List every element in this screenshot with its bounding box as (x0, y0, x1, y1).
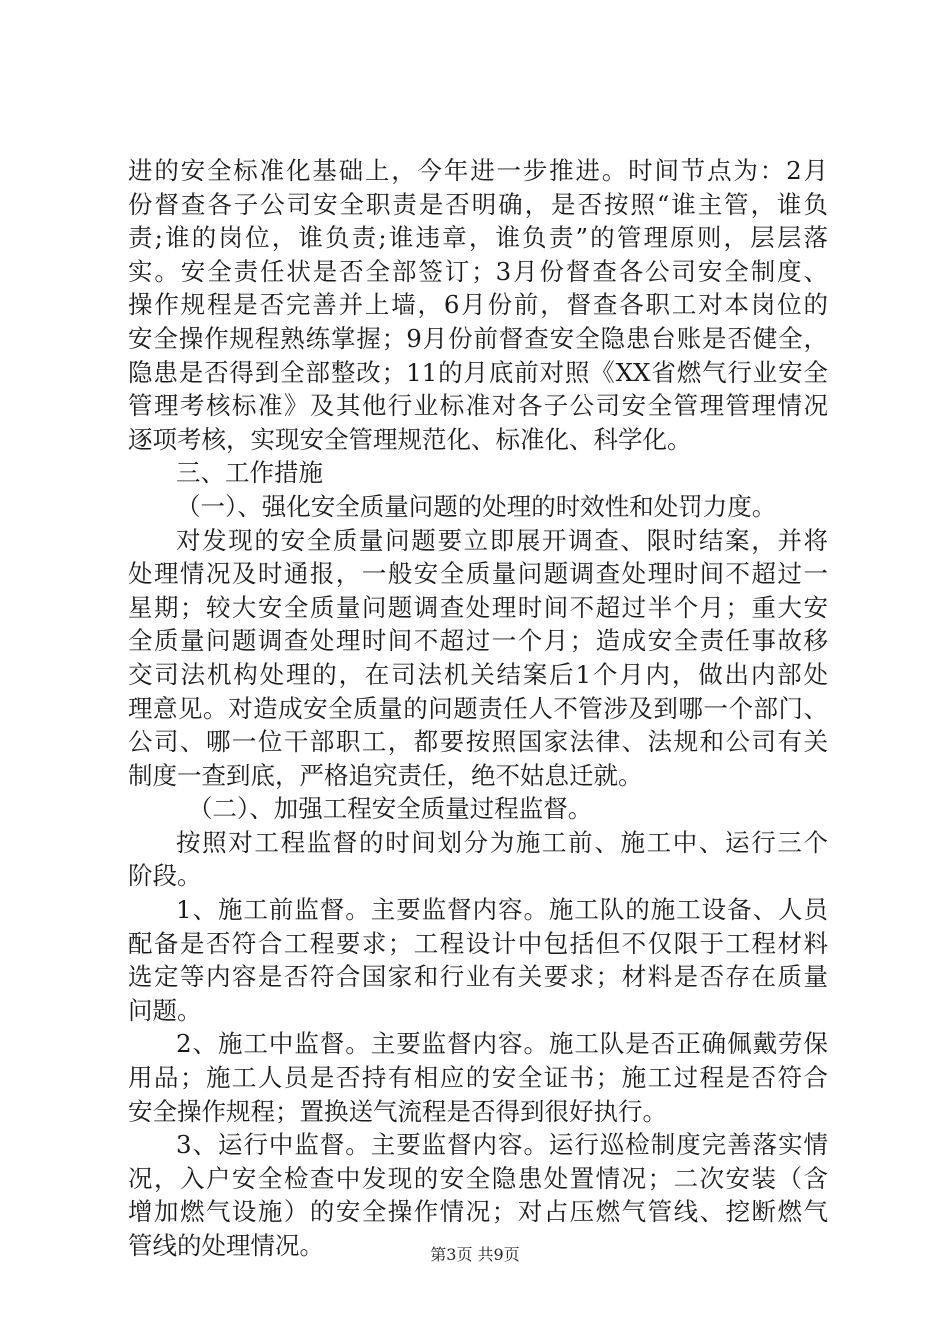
text-line: 增加燃气设施）的安全操作情况；对占压燃气管线、挖断燃气 (128, 1197, 828, 1227)
text-line: 三、工作措施 (176, 458, 323, 488)
text-line: 对发现的安全质量问题要立即展开调查、限时结案，并将 (176, 525, 828, 555)
text-line: 逐项考核，实现安全管理规范化、标准化、科学化。 (128, 424, 692, 454)
text-line: 隐患是否得到全部整改；11的月底前对照《XX省燃气行业安全 (128, 357, 828, 387)
text-line: 按照对工程监督的时间划分为施工前、施工中、运行三个 (176, 827, 828, 857)
text-line: 阶段。 (128, 861, 202, 891)
text-line: 1、施工前监督。主要监督内容。施工队的施工设备、人员 (176, 895, 828, 925)
text-line: 问题。 (128, 995, 202, 1025)
text-line: 安全操作规程熟练掌握；9月份前督查安全隐患台账是否健全， (128, 323, 828, 353)
page-footer: 第3页 共9页 (430, 1245, 520, 1264)
text-line: （一）、强化安全质量问题的处理的时效性和处罚力度。 (176, 491, 777, 521)
text-line: 安全操作规程；置换送气流程是否得到很好执行。 (128, 1096, 667, 1126)
text-line: 配备是否符合工程要求；工程设计中包括但不仅限于工程材料 (128, 928, 828, 958)
text-line: 处理情况及时通报，一般安全质量问题调查处理时间不超过一 (128, 559, 828, 589)
text-line: 交司法机构处理的，在司法机关结案后1个月内，做出内部处 (128, 659, 828, 689)
text-line: 2、施工中监督。主要监督内容。施工队是否正确佩戴劳保 (176, 1029, 828, 1059)
text-line: 况，入户安全检查中发现的安全隐患处置情况；二次安装（含 (128, 1163, 828, 1193)
text-line: 用品；施工人员是否持有相应的安全证书；施工过程是否符合 (128, 1063, 828, 1093)
text-line: 理意见。对造成安全质量的问题责任人不管涉及到哪一个部门、 (128, 693, 828, 723)
text-line: 全质量问题调查处理时间不超过一个月；造成安全责任事故移 (128, 626, 828, 656)
text-line: 制度一查到底，严格追究责任，绝不姑息迁就。 (128, 760, 643, 790)
text-line: 责;谁的岗位，谁负责;谁违章，谁负责”的管理原则，层层落 (128, 223, 828, 253)
text-line: 管线的处理情况。 (128, 1231, 324, 1260)
text-line: 份督查各子公司安全职责是否明确，是否按照“谁主管，谁负 (128, 189, 828, 219)
text-line: 进的安全标准化基础上，今年进一步推进。时间节点为：2月 (128, 156, 828, 185)
document-body (128, 154, 828, 1263)
text-line: 选定等内容是否符合国家和行业有关要求；材料是否存在质量 (128, 962, 828, 992)
text-line: 实。安全责任状是否全部签订；3月份督查各公司安全制度、 (128, 256, 828, 286)
text-line: 3、运行中监督。主要监督内容。运行巡检制度完善落实情 (176, 1130, 828, 1160)
text-line: （二）、加强工程安全质量过程监督。 (188, 794, 593, 824)
text-line: 星期；较大安全质量问题调查处理时间不超过半个月；重大安 (128, 592, 828, 622)
text-line: 公司、哪一位干部职工，都要按照国家法律、法规和公司有关 (128, 727, 828, 757)
text-line: 操作规程是否完善并上墙，6月份前，督查各职工对本岗位的 (128, 290, 828, 320)
text-line: 管理考核标准》及其他行业标准对各子公司安全管理管理情况 (128, 391, 828, 421)
